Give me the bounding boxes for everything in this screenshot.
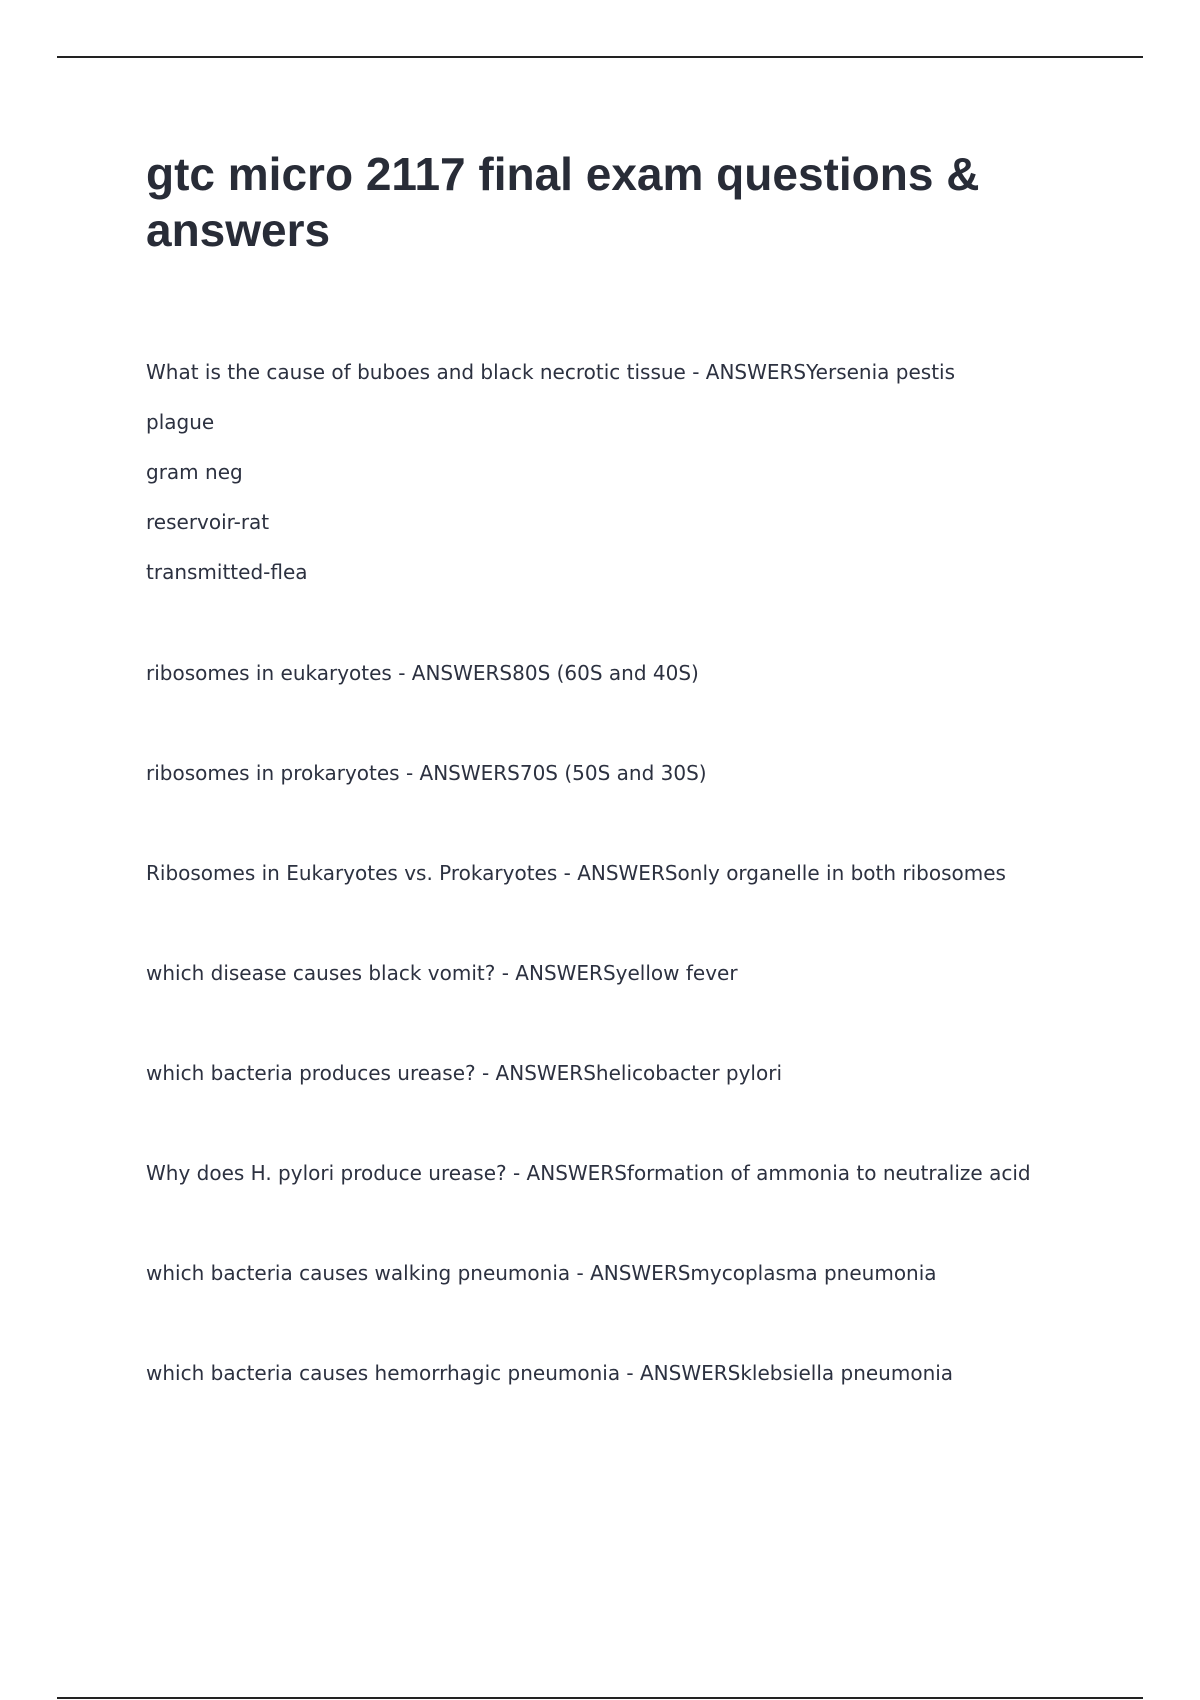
bottom-divider: [57, 1697, 1143, 1699]
qa-item-yersinia: [146, 354, 1146, 655]
qa-item-ribosome-comparison: Ribosomes in Eukaryotes vs. Prokaryotes - ANSWERSonly organelle in both ribosomes: [146, 861, 1006, 885]
qa-answer-line: reservoir-rat: [146, 510, 270, 534]
page-title: gtc micro 2117 final exam questions & answers: [146, 148, 980, 256]
qa-list: [146, 354, 1146, 1455]
qa-item-hemorrhagic-pneumonia: which bacteria causes hemorrhagic pneumonia - ANSWERSklebsiella pneumonia: [146, 1361, 954, 1385]
qa-answer-line: transmitted-flea: [146, 560, 308, 584]
qa-item-prokaryote-ribosomes: ribosomes in prokaryotes - ANSWERS70S (50S and 30S): [146, 761, 707, 785]
qa-answer-line: plague: [146, 410, 215, 434]
qa-answer-line: gram neg: [146, 460, 243, 484]
qa-question-line: What is the cause of buboes and black necrotic tissue - ANSWERSYersenia pestis: [146, 360, 956, 384]
qa-item-black-vomit: which disease causes black vomit? - ANSWERSyellow fever: [146, 961, 738, 985]
qa-item-urease-purpose: Why does H. pylori produce urease? - ANSWERSformation of ammonia to neutralize acid: [146, 1161, 1031, 1185]
qa-item-walking-pneumonia: which bacteria causes walking pneumonia - ANSWERSmycoplasma pneumonia: [146, 1261, 937, 1285]
qa-item-eukaryote-ribosomes: ribosomes in eukaryotes - ANSWERS80S (60S and 40S): [146, 661, 699, 685]
qa-item-urease-bacteria: which bacteria produces urease? - ANSWERShelicobacter pylori: [146, 1061, 783, 1085]
top-divider: [57, 56, 1143, 58]
